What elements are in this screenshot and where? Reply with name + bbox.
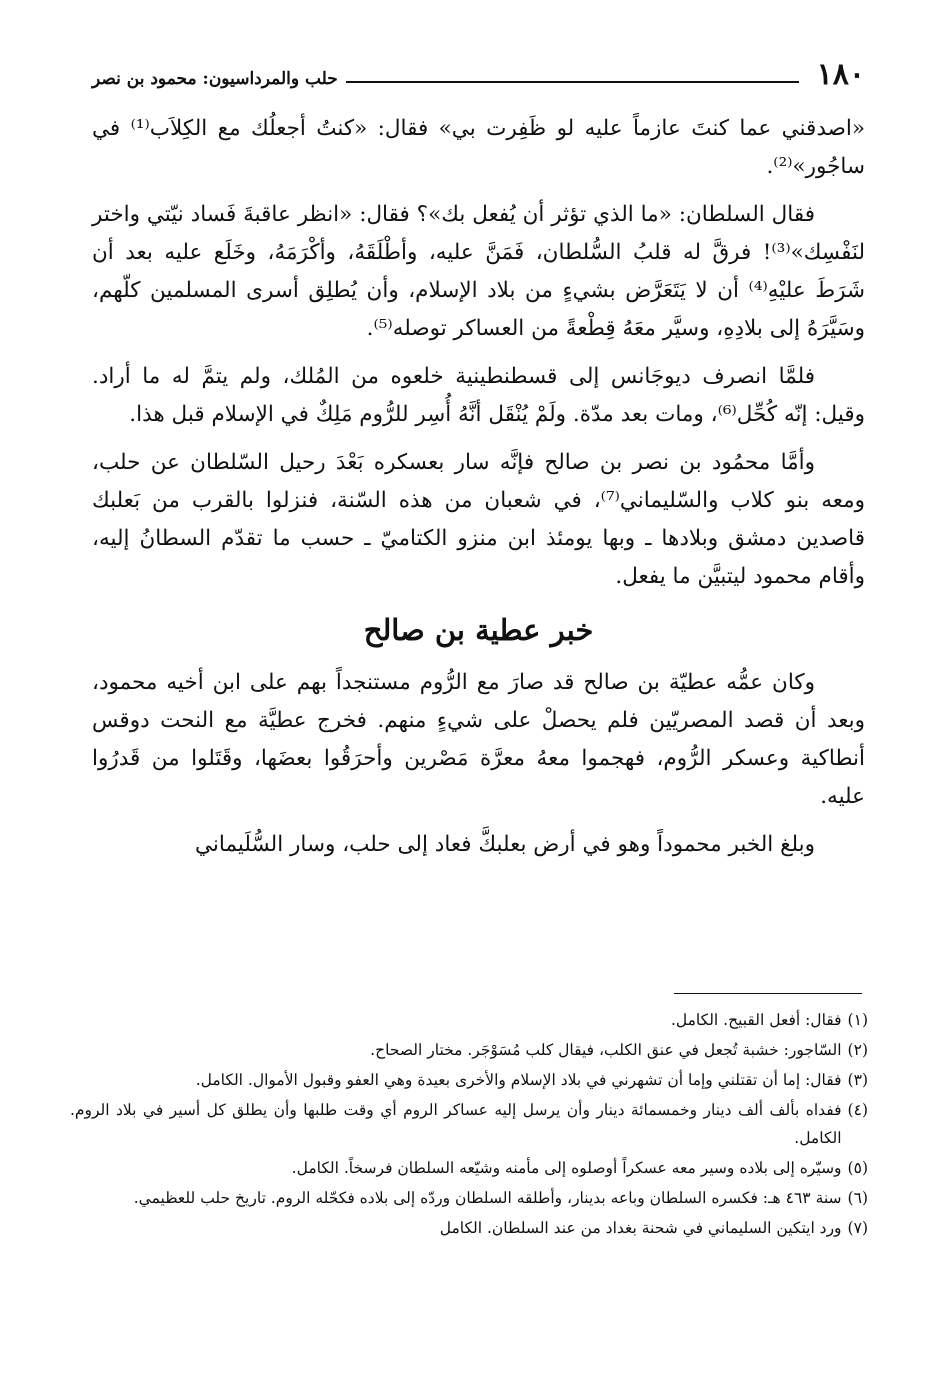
paragraph-3: فلمَّا انصرف ديوجَانس إلى قسطنطينية خلعوه من المُلك، ولم يتمَّ له ما أراد. وقيل: إنّه كُحِّل⁽⁶⁾، ومات بعد مدّة. ولَمْ يُنْقَل أنَّهُ أُسِر للرُّوم مَلِكٌ في الإسلام قبل هذا. [92,364,865,427]
paragraph-4: وأمَّا محمُود بن نصر بن صالح فإنَّه سار بعسكره بَعْدَ رحيل السّلطان عن حلب، ومعه بنو كلاب والسّليماني⁽⁷⁾، في شعبان من هذه السّنة، فنزلوا بالقرب من بَعلبك قاصدين دمشق وبلادها ـ وبها يومئذ ابن منزو الكتاميّ ـ حسب ما تقدّم السطانُ إليه، وأقام محمود ليتبيَّن ما يفعل. [92,450,866,589]
footnote-number: (٥) [847,1159,868,1177]
running-title: حلب والمرداسيون: محمود بن نصر [92,69,338,89]
section-heading: خبر عطية بن صالح [363,613,594,647]
footnote-text: ففداه بألف ألف دينار وخمسمائة دينار وأن يرسل إليه عساكر الروم أي وقت طلبها وأن يطلق كل أسير في بلاد الروم. الكامل. [70,1101,842,1147]
footnote-2 [70,1036,868,1064]
page-header [92,50,865,90]
footnote-number: (٢) [847,1041,868,1059]
footnote-number: (٧) [847,1219,868,1237]
footnote-7 [70,1214,868,1242]
footnote-text: سنة ٤٦٣ هـ: فكسره السلطان وباعه بدينار، وأطلقه السلطان وردّه إلى بلاده فكحّله الروم. تاريخ حلب للعظيمي. [133,1189,842,1207]
footnote-text: وسيّره إلى بلاده وسير معه عسكراً أوصلوه إلى مأمنه وشيّعه السلطان فرسخاً. الكامل. [291,1159,842,1177]
paragraph-6: وبلغ الخبر محموداً وهو في أرض بعلبكَّ فعاد إلى حلب، وسار السُّلَيماني [195,832,815,857]
footnote-5 [70,1154,868,1182]
paragraph-1: «اصدقني عما كنتَ عازماً عليه لو ظَفِرت بي» فقال: «كنتُ أجعلُك مع الكِلاَب⁽¹⁾ في ساجُور»⁽²⁾. [92,116,865,179]
footnote-1 [70,1006,868,1034]
footnote-3 [70,1066,868,1094]
footnote-number: (١) [847,1011,868,1029]
header-rule [346,81,799,83]
footnote-6 [70,1184,868,1212]
paragraph-2: فقال السلطان: «ما الذي تؤثر أن يُفعل بك»؟ فقال: «انظر عاقبةَ فَساد نيّتي واختر لنَفْسِك»⁽³⁾! فرقَّ له قلبُ السُّلطان، فَمَنَّ عليه، وأطْلَقَهُ، وأكْرَمَهُ، وخَلَع عليه بعد أن شَرَطَ عليْهِ⁽⁴⁾ أن لا يَتَعَرَّض بشيءٍ من بلاد الإسلام، وأن يُطلِق أسرى المسلمين كلّهم، وسَيَّرَهُ إلى بلادِهِ، وسيَّر معَهُ قِطْعةً من العساكر توصله⁽⁵⁾. [92,202,865,341]
footnote-number: (٦) [847,1189,868,1207]
footnotes [70,1006,868,1244]
main-text [92,110,865,874]
footnote-4 [70,1096,868,1152]
footnote-number: (٣) [847,1071,868,1089]
footnote-number: (٤) [847,1101,868,1119]
footnote-text: ورد ايتكين السليماني في شحنة بغداد من عند السلطان. الكامل [439,1219,842,1237]
footnote-separator [674,993,862,994]
paragraph-5: وكان عمُّه عطيّة بن صالح قد صارَ مع الرُّوم مستنجداً بهم على ابن أخيه محمود، وبعد أن قصد المصريّين فلم يحصلْ على شيءٍ منهم. فخرج عطيَّة مع النحت دوقس أنطاكية وعسكر الرُّوم، فهجموا معهُ معرَّة مَصْرين وأحرَقُوا بعضَها، وقَتَلوا من قَدرُوا عليه. [92,670,865,809]
footnote-text: السّاجور: خشبة تُجعل في عنق الكلب، فيقال كلب مُسَوْجَر. مختار الصحاح. [370,1041,842,1059]
footnote-text: فقال: إما أن تقتلني وإما أن تشهرني في بلاد الإسلام والأخرى بعيدة وهي العفو وقبول الأموال. الكامل. [195,1071,842,1089]
page-number: ١٨٠ [816,57,865,92]
footnote-text: فقال: أفعل القبيح. الكامل. [670,1011,842,1029]
